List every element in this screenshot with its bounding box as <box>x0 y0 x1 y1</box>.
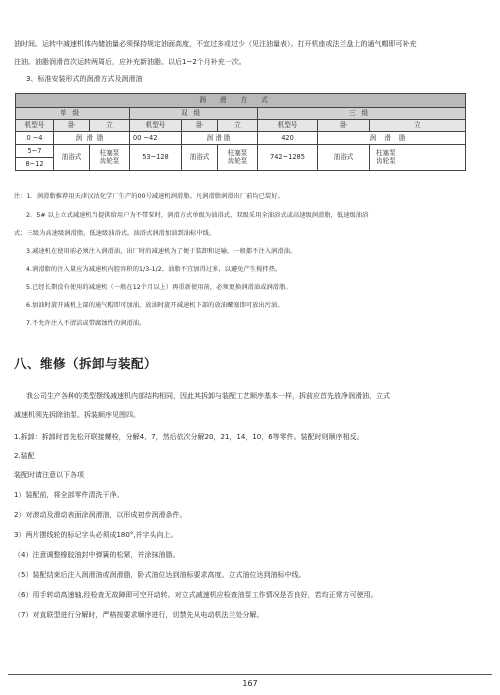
disassembly-item: 1.拆卸：拆卸时首先松开联接螺栓，分解4、7，然后依次分解20，21，14，10，6等零件。装配时则顺序相反。 <box>14 433 364 441</box>
cell-model: 5~7 <box>16 145 54 158</box>
note-1: 注：1．润滑脂推荐用天津汉沽化学厂生产的00号减速机润滑脂。凡润滑脂润滑出厂前均已装好。 <box>14 193 284 200</box>
table-level-triple: 三级 <box>258 108 466 120</box>
col-vertical-1: 立 <box>90 120 130 132</box>
cell-grease: 润滑脂 <box>54 132 130 145</box>
section-title-maintenance: 八、维修（拆卸与装配） <box>14 356 158 371</box>
intro-line-2: 注油。油脂润滑首次运转两周后，应补充新油脂。以后1~2个月补充一次。 <box>14 58 246 66</box>
table-header-lubrication-method: 润滑方式 <box>16 94 466 108</box>
assembly-step-4: （4）注意调整橡胶油封中弹簧的松紧，并涂抹油脂。 <box>14 551 180 559</box>
cell-model: 742~1285 <box>258 145 318 171</box>
assembly-step-6: （6）用手转动高速轴,经检查无故障即可空开动转。对立式减速机应检查油泵工作情况是否良好，若均正常方可使用。 <box>14 591 378 599</box>
table-row <box>16 145 466 158</box>
assembly-step-5: （5）装配结束后注入润滑油或润滑脂，卧式油位达到油标要求高度。立式油位达到油标中线。 <box>14 571 306 579</box>
lubrication-table <box>15 93 466 171</box>
cell-model: 0 ~4 <box>16 132 54 145</box>
note-6: 6.加油时旋开减机上部的通气帽即可加油，放油时旋开减速机下部的放油螺塞即可放出污油。 <box>26 302 284 309</box>
col-vertical-2: 立 <box>218 120 258 132</box>
cell-oil-bath: 油浴式 <box>54 145 90 171</box>
col-horizontal-1: 卧 <box>54 120 90 132</box>
col-model-2: 机型号 <box>130 120 182 132</box>
pump-gear: 齿轮泵 <box>227 156 248 165</box>
subheading-lubrication: 3、标准安装形式的润滑方式及润滑油 <box>26 75 143 83</box>
page-number: 167 <box>242 679 258 688</box>
cell-oil-bath: 油浴式 <box>318 145 370 171</box>
col-model-3: 机型号 <box>258 120 318 132</box>
intro-line-1: 油时间。运转中减速机体内储油量必须保持规定油面高度，不宜过多或过少（见注油量表）。打开机座或法兰盘上的通气帽即可补充 <box>14 40 417 48</box>
cell-grease: 润滑脂 <box>182 132 258 145</box>
cell-model: 8~12 <box>16 158 54 171</box>
assembly-step-2: 2）对滚动及滑动表面涂润滑油，以形成初步润滑条件。 <box>14 511 187 519</box>
table-row <box>16 132 466 145</box>
assembly-step-3: 3）两片摆线轮的标记字头必须成180°,并字头向上。 <box>14 531 178 539</box>
pump-gear: 齿轮泵 <box>376 156 396 165</box>
maintenance-para-1b: 减速机须先拆除油泵。拆装顺序见图四。 <box>14 411 140 419</box>
note-7: 7.不允许注入不清洁或带腐蚀性的润滑油。 <box>26 320 146 327</box>
footer-divider <box>8 674 492 675</box>
pump-plunger: 柱塞泵 <box>376 148 396 157</box>
note-3: 3.减速机在使用前必须注入润滑油，出厂时的减速机为了便于装卸和运输，一般都不注入润滑油。 <box>26 248 297 255</box>
cell-grease: 润滑脂 <box>318 132 466 145</box>
col-model-1: 机型号 <box>16 120 54 132</box>
pump-plunger: 柱塞泵 <box>99 148 120 157</box>
maintenance-para-1: 我公司生产各种的类型摆线减速机内部结构相同，因此其拆卸与装配工艺顺序基本一样，拆前应首先放净润滑油，立式 <box>26 392 390 400</box>
table-level-single: 单级 <box>16 108 130 120</box>
assembly-step-7: （7）对直联型进行分解时，严格按要求顺序进行，切禁先从电动机法兰处分解。 <box>14 611 264 619</box>
col-vertical-3: 立 <box>370 120 466 132</box>
cell-model: 00 ~42 <box>130 132 182 145</box>
assembly-item: 2.装配 <box>14 452 35 460</box>
pump-plunger: 柱塞泵 <box>227 148 248 157</box>
note-4: 4.润滑脂的注入量应为减速机内腔容积的1/3-1/2，油脂不宜加得过多，以避免产生搅拌热。 <box>26 266 282 273</box>
pump-gear: 齿轮泵 <box>99 156 120 165</box>
cell-model: 53~128 <box>130 145 182 171</box>
note-2: 2．5# 以上立式减速机当提供给用户为不带泵时，润滑方式单级为油浴式，双级采用全油浴式或高速级润滑脂，低速级油浴 <box>26 212 369 219</box>
note-2-cont: 式；三级为高速级润滑脂，低速级油浴式。油浴式润滑加油到油标中线。 <box>14 230 216 237</box>
assembly-subheading: 装配时请注意以下各项 <box>14 471 84 479</box>
assembly-step-1: 1）装配前，将全部零件清洗干净。 <box>14 491 124 499</box>
col-horizontal-2: 卧 <box>182 120 218 132</box>
cell-oil-bath: 油浴式 <box>182 145 218 171</box>
col-horizontal-3: 卧 <box>318 120 370 132</box>
cell-pump <box>90 145 130 171</box>
table-level-double: 双级 <box>130 108 258 120</box>
cell-pump <box>370 145 466 171</box>
note-5: 5.已经长期没有使用的减速机（一般在12个月以上）再重新使用前，必须更换润滑油或润滑脂。 <box>26 284 292 291</box>
cell-pump <box>218 145 258 171</box>
cell-model: 420 <box>258 132 318 145</box>
